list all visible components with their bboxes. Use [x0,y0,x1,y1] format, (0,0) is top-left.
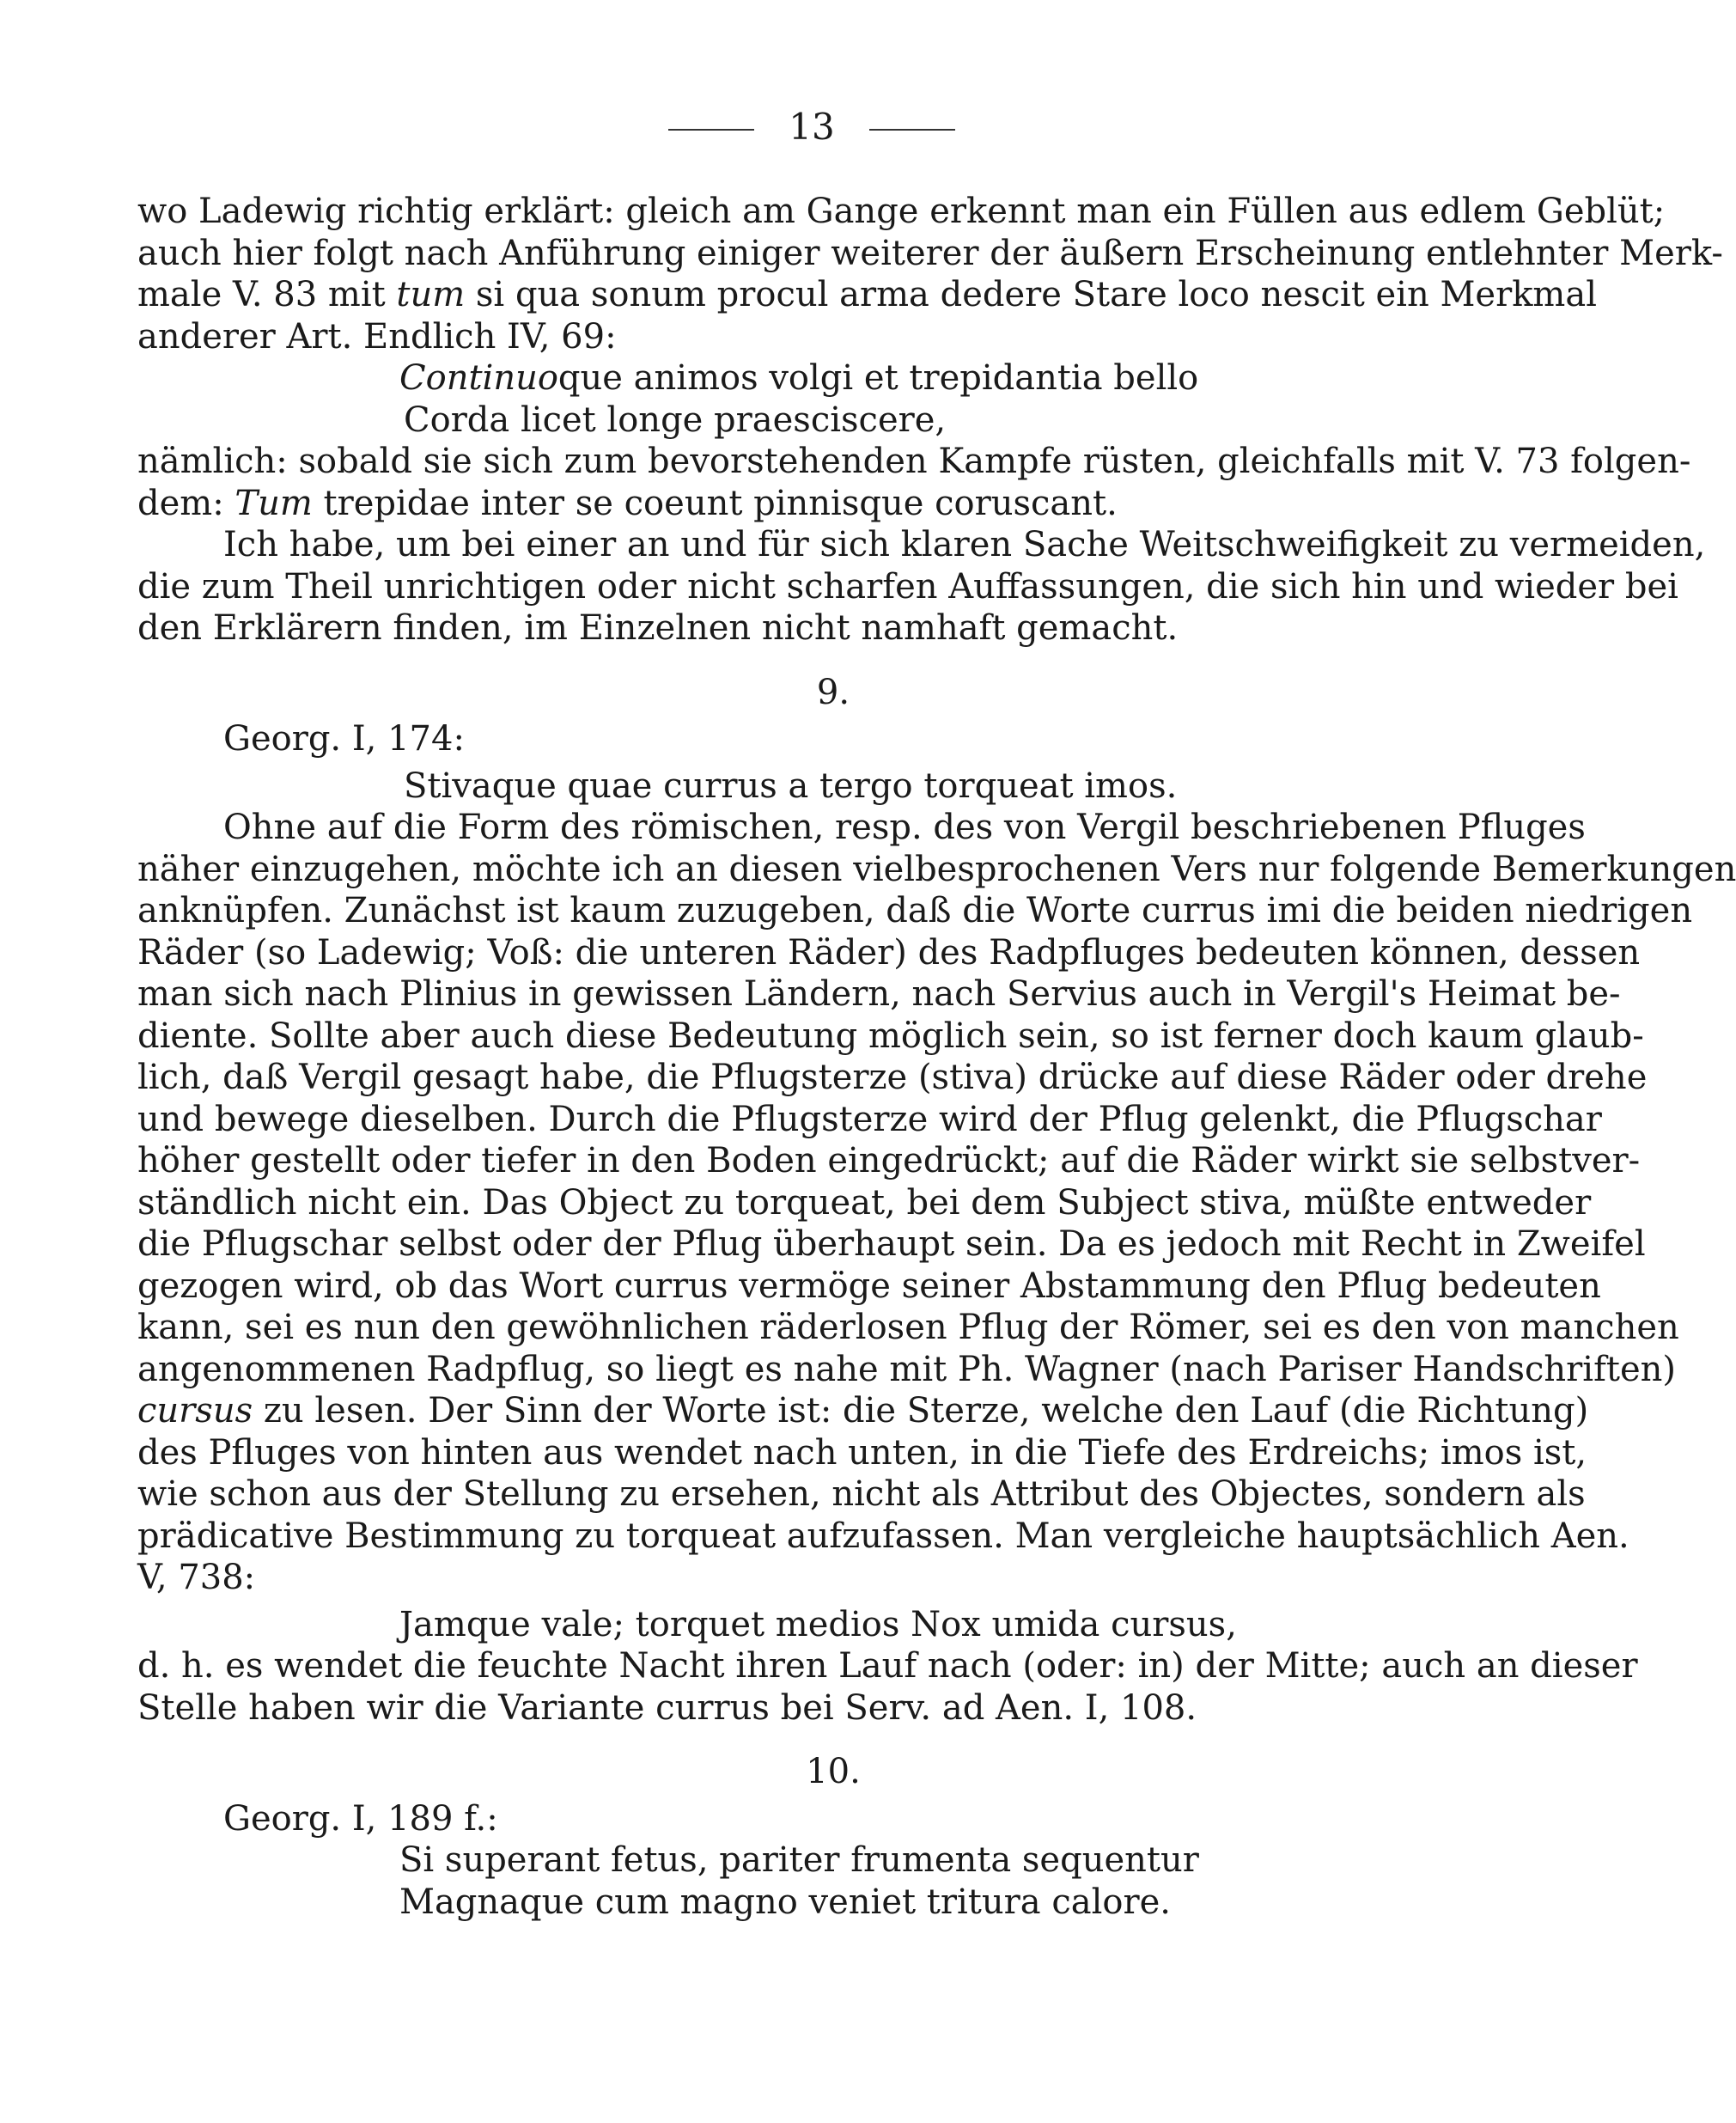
text-line: nämlich: sobald sie sich zum bevorstehenden Kampfe rüsten, gleichfalls mit V. 73 folgen- [137,442,1691,481]
text-line: V, 738: [137,1558,256,1597]
text-span: male V. 83 mit [137,275,386,314]
text-line: ständlich nicht ein. Das Object zu torqueat, bei dem Subject stiva, müßte entweder [137,1182,1592,1223]
section-number: 10. [806,1752,861,1791]
verse-line: Stivaque quae currus a tergo torqueat imos. [404,766,1178,806]
italic-span: cursus [137,1391,253,1431]
header-rule-right [869,129,955,131]
text-line: lich, daß Vergil gesagt habe, die Pflugsterze (stiva) drücke auf diese Räder oder drehe [137,1058,1648,1097]
text-line: die Pflugschar selbst oder der Pflug überhaupt sein. Da es jedoch mit Recht in Zweifel [137,1224,1646,1264]
citation-line: Georg. I, 189 f.: [223,1798,498,1839]
text-line [137,483,1460,525]
text-line: Ohne auf die Form des römischen, resp. des von Vergil beschriebenen Pfluges [223,808,1586,847]
text-line: die zum Theil unrichtigen oder nicht scharfen Auffassungen, die sich hin und wieder bei [137,566,1678,607]
text-span: zu lesen. Der Sinn der Worte ist: die Sterze, welche den Lauf (die Richtung) [263,1391,1589,1431]
text-line: höher gestellt oder tiefer in den Boden eingedrückt; auf die Räder wirkt sie selbstver- [137,1141,1641,1180]
text-span: si qua sonum procul arma dedere Stare loco nescit ein Merkmal [475,275,1598,314]
text-line: diente. Sollte aber auch diese Bedeutung möglich sein, so ist ferner doch kaum glaub- [137,1016,1644,1056]
text-line: näher einzugehen, möchte ich an diesen vielbesprochenen Vers nur folgende Bemerkungen [137,849,1736,889]
verse-line: Corda licet longe praesciscere, [404,400,947,440]
italic-span: Continuo [399,358,558,398]
text-line: d. h. es wendet die feuchte Nacht ihren Lauf nach (oder: in) der Mitte; auch an dieser [137,1646,1638,1686]
verse-line [137,357,1460,400]
text-span: que animos volgi et trepidantia bello [557,358,1199,398]
text-line: auch hier folgt nach Anführung einiger weiterer der äußern Erscheinung entlehnter Merk- [137,233,1723,273]
text-line [137,1390,1589,1432]
italic-span: tum [396,275,466,314]
text-line: den Erklärern finden, im Einzelnen nicht namhaft gemacht. [137,608,1179,648]
header-rule-left [668,129,754,131]
body-text [137,191,1736,1923]
text-line: wo Ladewig richtig erklärt: gleich am Gange erkennt man ein Füllen aus edlem Geblüt; [137,192,1666,231]
text-line: angenommenen Radpflug, so liegt es nahe mit Ph. Wagner (nach Pariser Handschriften) [137,1349,1676,1389]
text-line: Stelle haben wir die Variante currus bei Serv. ad Aen. I, 108. [137,1687,1197,1728]
text-line: Räder (so Ladewig; Voß: die unteren Räder) des Radpfluges bedeuten können, dessen [137,932,1641,973]
text-line: anderer Art. Endlich IV, 69: [137,316,617,357]
text-line: gezogen wird, ob das Wort currus vermöge seiner Abstammung den Pflug bedeuten [137,1266,1601,1306]
verse-line: Magnaque cum magno veniet tritura calore. [399,1882,1171,1922]
text-line: und bewege dieselben. Durch die Pflugsterze wird der Pflug gelenkt, die Pflugschar [137,1099,1602,1139]
citation-line: Georg. I, 174: [223,719,465,759]
text-line: wie schon aus der Stellung zu ersehen, nicht als Attribut des Objectes, sondern als [137,1474,1586,1514]
page-number: 13 [789,106,835,148]
text-span: trepidae inter se coeunt pinnisque coruscant. [323,483,1118,523]
section-number: 9. [816,672,850,712]
page-header [0,101,1623,153]
text-line: prädicative Bestimmung zu torqueat aufzufassen. Man vergleiche hauptsächlich Aen. [137,1516,1629,1556]
text-line: Ich habe, um bei einer an und für sich klaren Sache Weitschweifigkeit zu vermeiden, [223,525,1706,564]
italic-span: Tum [235,483,313,523]
verse-line: Si superant fetus, pariter frumenta sequentur [399,1840,1199,1880]
text-span: dem: [137,483,224,523]
text-line: des Pfluges von hinten aus wendet nach unten, in die Tiefe des Erdreichs; imos ist, [137,1432,1587,1473]
text-line: anknüpfen. Zunächst ist kaum zuzugeben, daß die Worte currus imi die beiden niedrigen [137,891,1693,930]
text-line [137,274,1598,316]
text-line: kann, sei es nun den gewöhnlichen räderlosen Pflug der Römer, sei es den von manchen [137,1308,1679,1347]
verse-line: Jamque vale; torquet medios Nox umida cursus, [399,1604,1237,1644]
text-line: man sich nach Plinius in gewissen Ländern, nach Servius auch in Vergil's Heimat be- [137,974,1621,1014]
